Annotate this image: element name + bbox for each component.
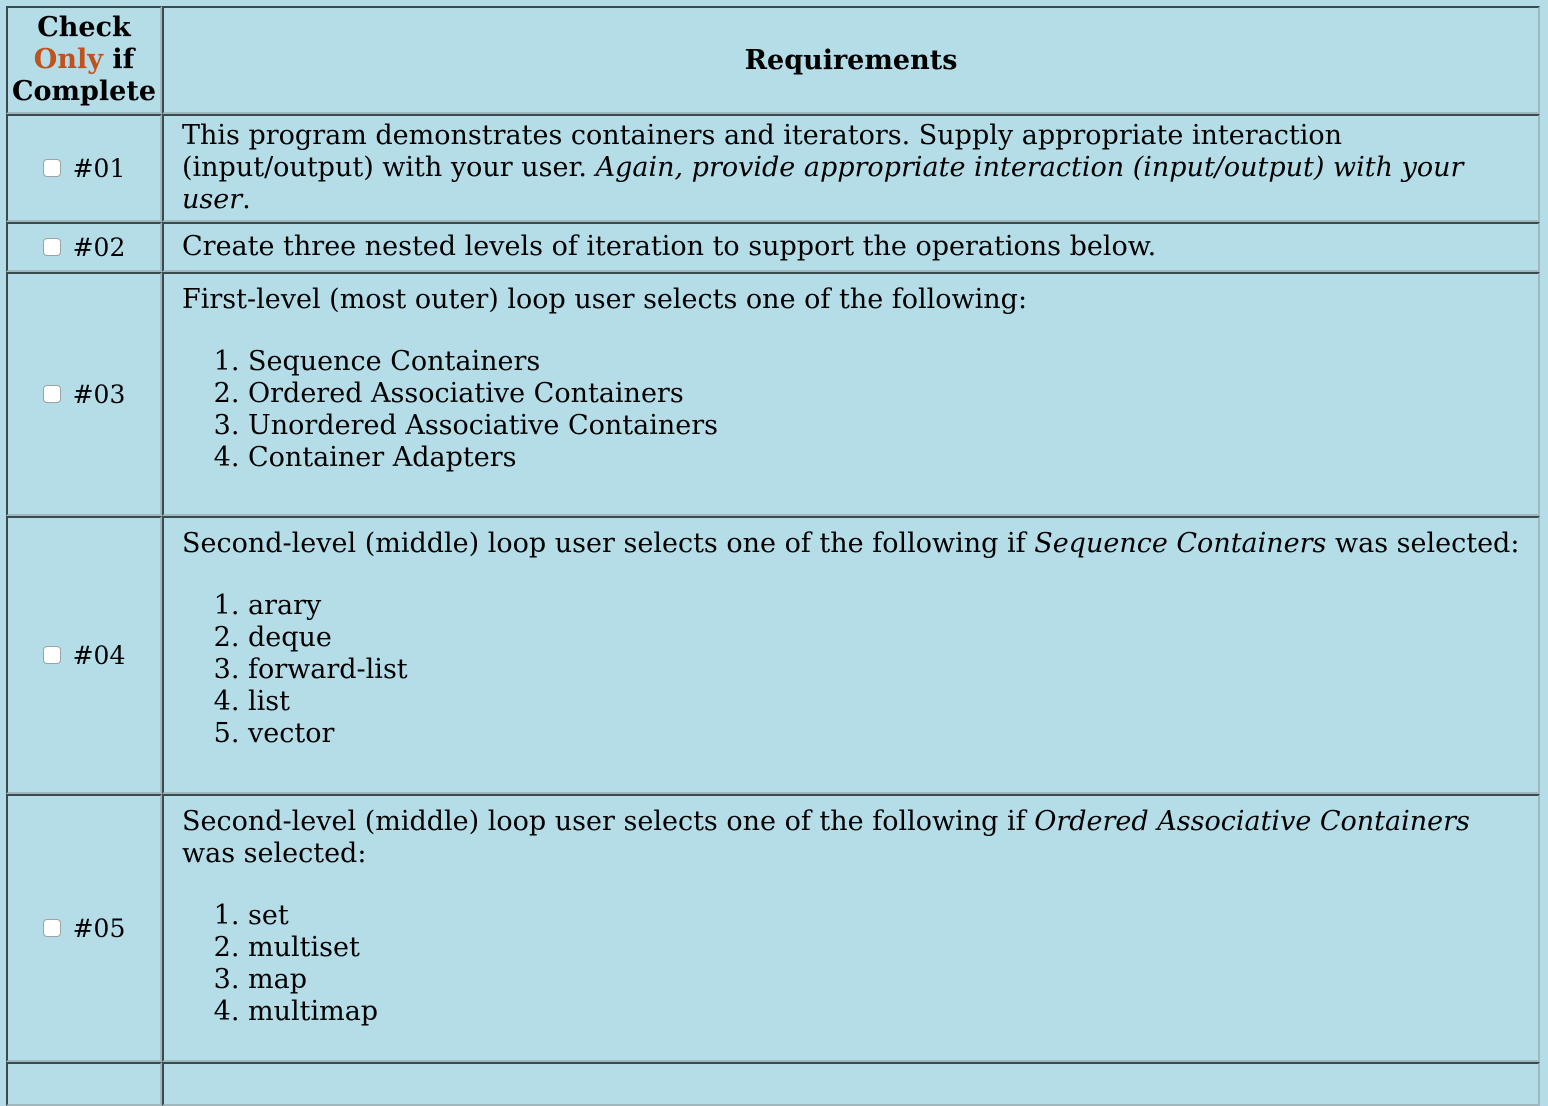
list-item: 5. vector (248, 718, 1522, 750)
list-item: 4. list (248, 686, 1522, 718)
list-item: 4. Container Adapters (248, 442, 1522, 474)
requirement-row-02 (6, 222, 1540, 272)
requirement-row-05 (6, 794, 1540, 1062)
requirement-01-plain: This program demonstrates containers and iterators. Supply appropriate interaction (input/output) with your user. (182, 120, 1342, 183)
list-item: 1. arary (248, 590, 1522, 622)
checkbox-05[interactable] (43, 919, 61, 937)
checkbox-02[interactable] (43, 238, 61, 256)
requirement-01-italic: Again, provide appropriate interaction (input/output) with your user (182, 152, 1464, 215)
requirements-column-header: Requirements (162, 6, 1540, 114)
requirement-text-partial (162, 1062, 1540, 1106)
requirement-04-list (182, 590, 1522, 750)
requirement-row-04 (6, 516, 1540, 794)
requirement-05-intro-italic: Ordered Associative Containers (1034, 806, 1470, 837)
list-item: 1. set (248, 900, 1522, 932)
row-id-02: #02 (72, 232, 126, 262)
row-id-03: #03 (72, 379, 126, 409)
requirement-row-03 (6, 272, 1540, 516)
check-cell-partial (6, 1062, 162, 1106)
requirement-text-04 (162, 516, 1540, 794)
requirement-04-intro-before: Second-level (middle) loop user selects one of the following if (182, 528, 1026, 559)
checkbox-04[interactable] (43, 646, 61, 664)
check-cell-03 (6, 272, 162, 516)
requirement-03-intro: First-level (most outer) loop user selects one of the following: (182, 284, 1028, 315)
list-item: 3. map (248, 964, 1522, 996)
requirement-text-03 (162, 272, 1540, 516)
row-id-01: #01 (72, 153, 126, 183)
requirement-05-intro-after: was selected: (182, 838, 367, 869)
header-row (6, 6, 1540, 114)
list-item: 1. Sequence Containers (248, 346, 1522, 378)
requirement-04-intro-italic: Sequence Containers (1034, 528, 1327, 559)
requirement-row-01 (6, 114, 1540, 222)
row-id-05: #05 (72, 913, 126, 943)
requirement-row-partial (6, 1062, 1540, 1106)
list-item: 4. multimap (248, 996, 1522, 1028)
check-cell-01 (6, 114, 162, 222)
check-cell-04 (6, 516, 162, 794)
requirement-text-02 (162, 222, 1540, 272)
requirement-05-intro-before: Second-level (middle) loop user selects one of the following if (182, 806, 1026, 837)
check-header-only: Only (33, 44, 103, 75)
check-header-if: if (112, 44, 135, 75)
requirement-05-list (182, 900, 1522, 1028)
list-item: 3. forward-list (248, 654, 1522, 686)
checkbox-01[interactable] (43, 159, 61, 177)
requirement-03-list (182, 346, 1522, 474)
requirement-text-05 (162, 794, 1540, 1062)
check-header-line1: Check (37, 12, 131, 43)
list-item: 2. deque (248, 622, 1522, 654)
requirement-01-end: . (242, 184, 251, 215)
check-header-line3: Complete (11, 76, 157, 107)
requirement-text-01 (162, 114, 1540, 222)
row-id-04: #04 (72, 640, 126, 670)
check-cell-05 (6, 794, 162, 1062)
list-item: 3. Unordered Associative Containers (248, 410, 1522, 442)
list-item: 2. multiset (248, 932, 1522, 964)
list-item: 2. Ordered Associative Containers (248, 378, 1522, 410)
check-column-header (6, 6, 162, 114)
requirement-02-plain: Create three nested levels of iteration to support the operations below. (182, 231, 1157, 262)
checkbox-03[interactable] (43, 385, 61, 403)
requirements-table (6, 6, 1540, 1106)
requirement-04-intro-after: was selected: (1335, 528, 1520, 559)
check-cell-02 (6, 222, 162, 272)
